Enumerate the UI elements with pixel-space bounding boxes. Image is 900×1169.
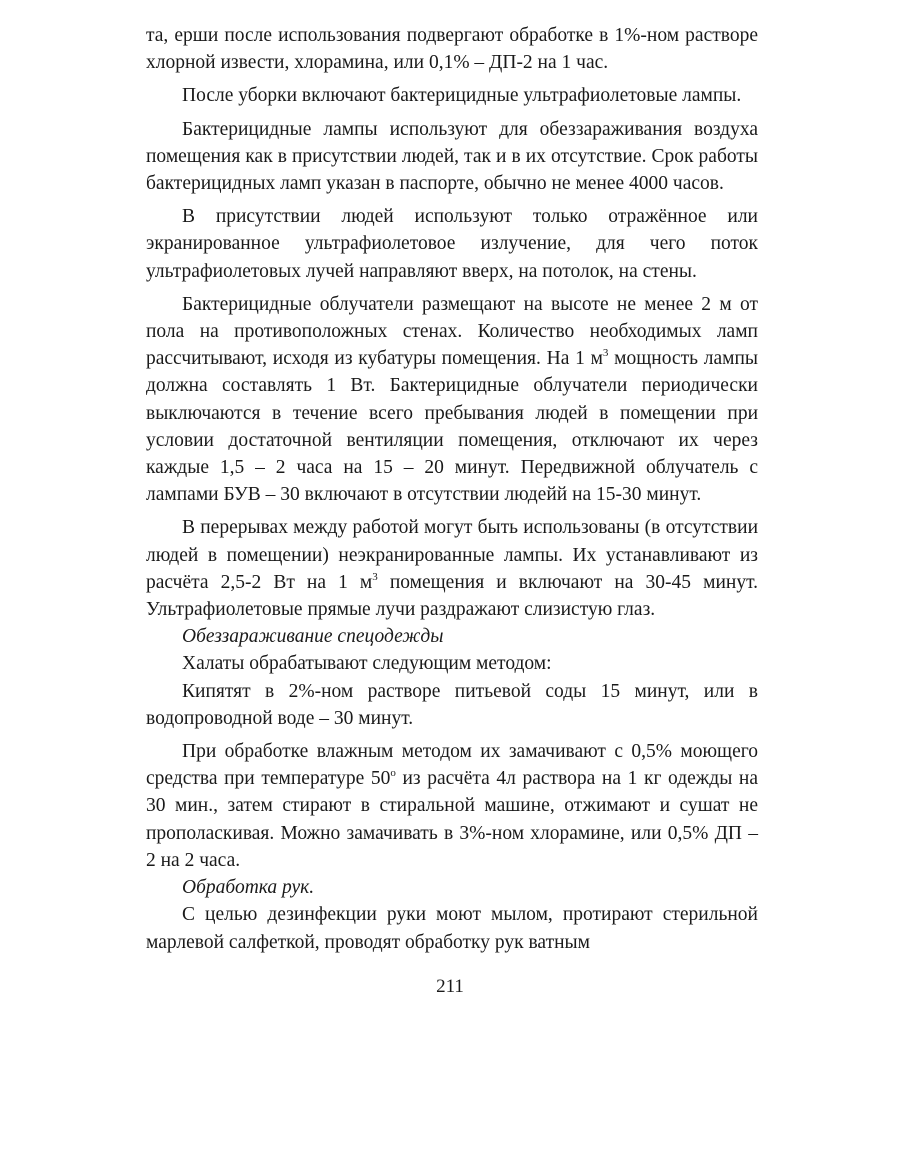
paragraph-text: помещения и включают на 30-45 минут. Ультрафиолетовые прямые лучи раздражают слизистую глаз. <box>146 571 758 621</box>
paragraph-text: Бактерицидные лампы используют для обеззараживания воздуха помещения как в присутствии людей, так и в их отсутствие. Срок работы бактерицидных ламп указан в паспорте, обычно не менее 4000 часов. <box>146 118 758 195</box>
paragraph-text: Халаты обрабатывают следующим методом: <box>182 653 552 675</box>
paragraph-presence-of-people <box>146 203 758 285</box>
section-heading-hands <box>146 874 758 901</box>
paragraph-text: В присутствии людей используют только отражённое или экранированное ультрафиолетовое излучение, для чего поток ультрафиолетовых лучей направляют вверх, на потолок, на стены. <box>146 206 758 282</box>
paragraph-wet-method <box>146 738 758 874</box>
page-number: 211 <box>436 976 464 997</box>
paragraph-text: из расчёта 4л раствора на 1 кг одежды на 30 мин., затем стирают в стиральной машине, отжимают и сушат не прополаскивая. Можно замачивать в 3%-ном хлорамине, или 0,5% ДП – 2 на 2 часа. <box>146 768 759 871</box>
superscript-cubic: 3 <box>372 570 378 583</box>
paragraph-continuation <box>146 22 758 76</box>
heading-text: Обеззараживание спецодежды <box>182 626 444 648</box>
paragraph-text: мощность лампы должна составлять 1 Вт. Бактерицидные облучатели периодически выключаются в течение всего пребывания людей в помещении при условии достаточной вентиляции помещения, отключают их через каждые 1,5 – 2 часа на 15 – 20 минут. Передвижной облучатель с лампами БУВ – 30 включают в отсутствии людейй на 15-30 минут. <box>146 348 759 506</box>
paragraph-unshielded-lamps <box>146 514 758 623</box>
paragraph-text: В перерывах между работой могут быть использованы (в отсутствии людей в помещении) неэкранированные лампы. Их устанавливают из расчёта 2,5-2 Вт на 1 м <box>146 517 758 593</box>
page-body <box>146 22 758 956</box>
paragraph-text: С целью дезинфекции руки моют мылом, протирают стерильной марлевой салфеткой, проводят обработку рук ватным <box>146 904 758 953</box>
paragraph-bactericidal-lamps <box>146 116 758 198</box>
paragraph-boiling <box>146 678 758 732</box>
paragraph-hand-disinfection <box>146 901 758 955</box>
paragraph-text: та, ерши после использования подвергают обработке в 1%-ном растворе хлорной извести, хлорамина, или 0,1% – ДП-2 на 1 час. <box>146 25 758 74</box>
paragraph-uv-lamps-on <box>146 82 758 109</box>
section-heading-workwear <box>146 623 758 650</box>
paragraph-text: Бактерицидные облучатели размещают на высоте не менее 2 м от пола на противоположных стенах. Количество необходимых ламп рассчитывают, исходя из кубатуры помещения. На 1 м <box>146 293 758 370</box>
heading-text: Обработка рук. <box>182 877 315 899</box>
paragraph-text: После уборки включают бактерицидные ультрафиолетовые лампы. <box>182 85 742 107</box>
superscript-degree: o <box>390 767 396 780</box>
paragraph-irradiators-placement <box>146 291 758 509</box>
paragraph-text: Кипятят в 2%-ном растворе питьевой соды 15 минут, или в водопроводной воде – 30 минут. <box>146 680 758 729</box>
paragraph-robes-method <box>146 650 758 677</box>
superscript-cubic: 3 <box>602 347 609 360</box>
paragraph-text: При обработке влажным методом их замачивают с 0,5% моющего средства при температуре 50 <box>146 741 758 790</box>
